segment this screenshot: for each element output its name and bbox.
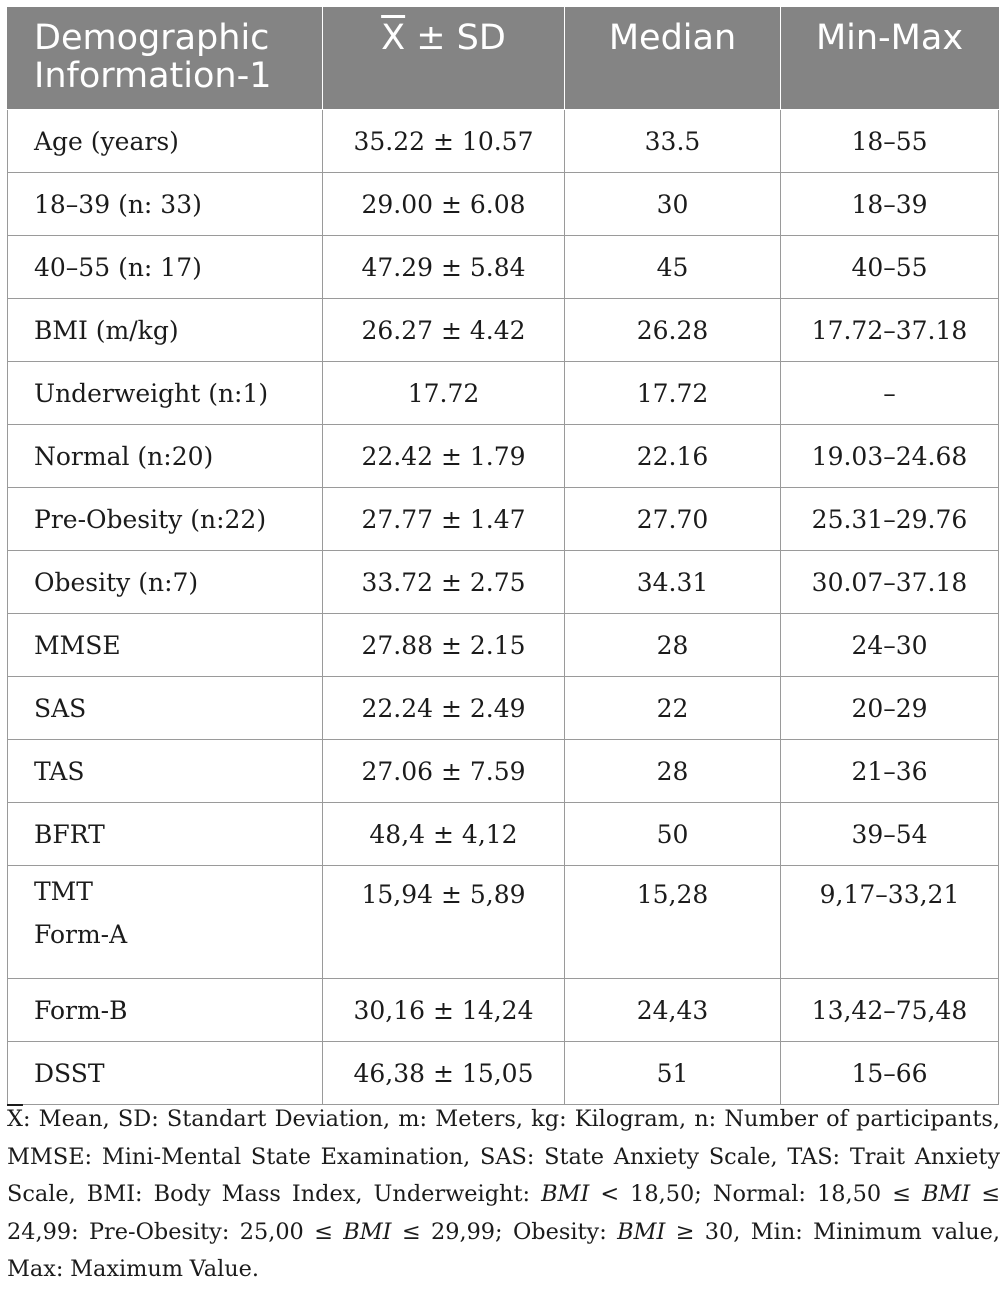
cell-mean-sd: 27.06 ± 7.59: [323, 740, 565, 803]
cell-min-max: 15–66: [781, 1042, 999, 1105]
table-row-age-40-55: [8, 236, 999, 299]
cell-mean-sd: 48,4 ± 4,12: [323, 803, 565, 866]
table-row-form-b: [8, 979, 999, 1042]
cell-median: 22: [565, 677, 781, 740]
cell-min-max: 18–55: [781, 110, 999, 173]
cell-variable: 18–39 (n: 33): [8, 173, 323, 236]
cell-min-max: 20–29: [781, 677, 999, 740]
table-row-tmt-form-a: [8, 866, 999, 979]
table-row-bmi: [8, 299, 999, 362]
header-median: Median: [565, 8, 781, 110]
cell-median: 27.70: [565, 488, 781, 551]
header-xbar-symbol: $\overline{X}$: [381, 18, 406, 58]
cell-median: 26.28: [565, 299, 781, 362]
cell-min-max: 40–55: [781, 236, 999, 299]
table-row-normal: [8, 425, 999, 488]
footnote-bmi-2: BMI: [921, 1181, 971, 1207]
cell-variable: [8, 866, 323, 979]
cell-mean-sd: 22.42 ± 1.79: [323, 425, 565, 488]
table-row-underweight: [8, 362, 999, 425]
cell-mean-sd: 27.88 ± 2.15: [323, 614, 565, 677]
cell-variable: Underweight (n:1): [8, 362, 323, 425]
cell-median: 28: [565, 614, 781, 677]
cell-min-max: 25.31–29.76: [781, 488, 999, 551]
footnote-bmi-4: BMI: [617, 1218, 666, 1245]
cell-variable: Obesity (n:7): [8, 551, 323, 614]
cell-min-max: 18–39: [781, 173, 999, 236]
header-demographic-information: Demographic Information-1: [8, 8, 323, 110]
cell-variable: DSST: [8, 1042, 323, 1105]
table-row-obesity: [8, 551, 999, 614]
header-pm-sd: ± SD: [405, 18, 506, 58]
cell-mean-sd: 27.77 ± 1.47: [323, 488, 565, 551]
cell-variable: Pre-Obesity (n:22): [8, 488, 323, 551]
table-row-mmse: [8, 614, 999, 677]
cell-min-max: –: [781, 362, 999, 425]
cell-min-max: 17.72–37.18: [781, 299, 999, 362]
cell-mean-sd: 35.22 ± 10.57: [323, 110, 565, 173]
cell-min-max: 19.03–24.68: [781, 425, 999, 488]
cell-variable: Normal (n:20): [8, 425, 323, 488]
cell-median: 34.31: [565, 551, 781, 614]
cell-variable: SAS: [8, 677, 323, 740]
footnote-bmi-1: BMI: [541, 1181, 590, 1207]
cell-variable-tmt: TMT: [34, 877, 93, 906]
cell-variable: MMSE: [8, 614, 323, 677]
table-row-age-18-39: [8, 173, 999, 236]
table-header-row: [8, 8, 999, 110]
table-row-age: [8, 110, 999, 173]
cell-variable: 40–55 (n: 17): [8, 236, 323, 299]
demographic-table: [7, 7, 999, 1105]
cell-mean-sd: 33.72 ± 2.75: [323, 551, 565, 614]
cell-variable: BFRT: [8, 803, 323, 866]
footnote-xbar-symbol: $\overline{X}$: [7, 1106, 23, 1132]
cell-median: 51: [565, 1042, 781, 1105]
cell-mean-sd: 29.00 ± 6.08: [323, 173, 565, 236]
cell-median: 50: [565, 803, 781, 866]
cell-median: 17.72: [565, 362, 781, 425]
cell-min-max: 21–36: [781, 740, 999, 803]
cell-mean-sd: 17.72: [323, 362, 565, 425]
header-min-max: Min-Max: [781, 8, 999, 110]
table-row-tas: [8, 740, 999, 803]
cell-variable: Form-B: [8, 979, 323, 1042]
cell-min-max: 24–30: [781, 614, 999, 677]
cell-min-max: 13,42–75,48: [781, 979, 999, 1042]
cell-variable: TAS: [8, 740, 323, 803]
table-row-sas: [8, 677, 999, 740]
header-mean-sd: [323, 8, 565, 110]
table-row-dsst: [8, 1042, 999, 1105]
cell-median: 22.16: [565, 425, 781, 488]
cell-min-max: 39–54: [781, 803, 999, 866]
table-footnote: [7, 1101, 1000, 1289]
cell-mean-sd: 22.24 ± 2.49: [323, 677, 565, 740]
table-row-pre-obesity: [8, 488, 999, 551]
table-row-bfrt: [8, 803, 999, 866]
cell-median: 24,43: [565, 979, 781, 1042]
cell-variable: Age (years): [8, 110, 323, 173]
cell-median: 45: [565, 236, 781, 299]
cell-mean-sd: 47.29 ± 5.84: [323, 236, 565, 299]
cell-median: 28: [565, 740, 781, 803]
footnote-text-4: ≤ 29,99; Obesity:: [391, 1218, 618, 1245]
footnote-bmi-3: BMI: [343, 1218, 392, 1245]
cell-mean-sd: 15,94 ± 5,89: [323, 866, 565, 979]
footnote-text-5: ≥ 30, Min: Minimum value, Max: Maximum Value.: [7, 1218, 1000, 1282]
cell-mean-sd: 30,16 ± 14,24: [323, 979, 565, 1042]
footnote-text-1: : Mean, SD: Standart Deviation, m: Meters, kg: Kilogram, n: Number of participants, MMSE: Mini-Mental State Examination, SAS: State Anxiety Scale, TAS: Trait Anxiety Scale, BMI: Body Mass Index, Underweight:: [7, 1106, 1000, 1207]
footnote-text-3: ≤ 24,99: Pre-Obesity: 25,00 ≤: [7, 1181, 1001, 1245]
cell-variable-form-a: Form-A: [34, 920, 128, 949]
footnote-text-2: < 18,50; Normal: 18,50 ≤: [589, 1181, 922, 1207]
cell-min-max: 30.07–37.18: [781, 551, 999, 614]
cell-median: 30: [565, 173, 781, 236]
cell-median: 15,28: [565, 866, 781, 979]
cell-min-max: 9,17–33,21: [781, 866, 999, 979]
cell-mean-sd: 26.27 ± 4.42: [323, 299, 565, 362]
cell-variable: BMI (m/kg): [8, 299, 323, 362]
cell-median: 33.5: [565, 110, 781, 173]
cell-mean-sd: 46,38 ± 15,05: [323, 1042, 565, 1105]
